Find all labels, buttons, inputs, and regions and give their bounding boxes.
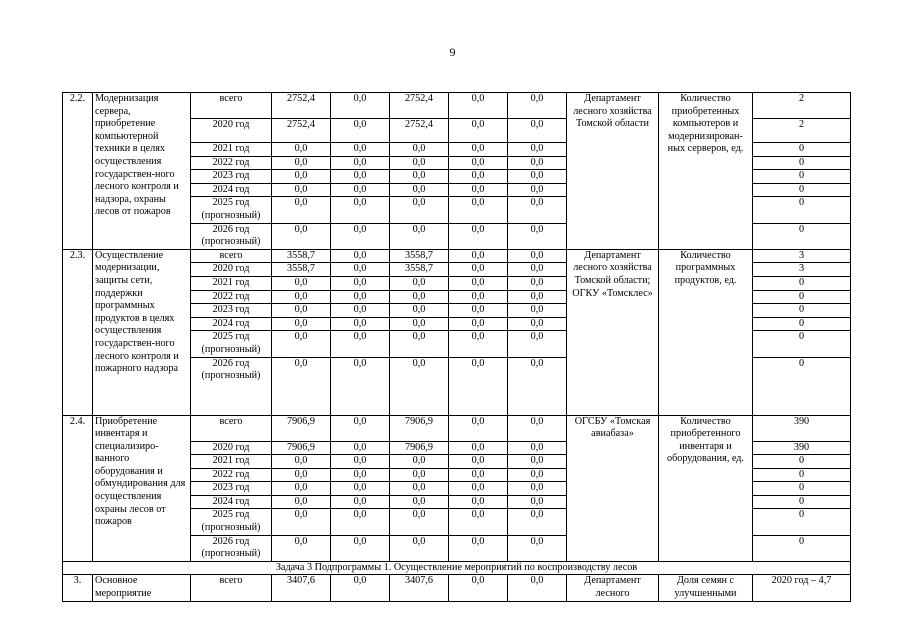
period-cell: 2022 год [191, 468, 272, 482]
period-cell: 2020 год [191, 119, 272, 143]
period-cell: всего [191, 93, 272, 119]
indicator-value-cell: 0 [753, 276, 851, 290]
other-cell: 0,0 [508, 223, 567, 249]
total-cell: 0,0 [272, 317, 331, 331]
indicator-cell: Количество программных продуктов, ед. [659, 249, 753, 415]
total-cell: 3407,6 [272, 575, 331, 601]
period-cell: всего [191, 249, 272, 263]
other-cell: 0,0 [508, 290, 567, 304]
table-row [63, 415, 851, 441]
regional-cell: 0,0 [390, 495, 449, 509]
period-cell: 2025 год (прогнозный) [191, 197, 272, 223]
local-cell: 0,0 [449, 535, 508, 561]
executor-cell: Департамент лесного хозяйства Томской области; ОГКУ «Томсклес» [567, 249, 659, 415]
federal-cell: 0,0 [331, 482, 390, 496]
period-cell: 2022 год [191, 156, 272, 170]
federal-cell: 0,0 [331, 441, 390, 455]
local-cell: 0,0 [449, 455, 508, 469]
indicator-cell: Количество приобретенных компьютеров и модернизирован-ных серверов, ед. [659, 93, 753, 250]
indicator-value-cell: 2 [753, 119, 851, 143]
other-cell: 0,0 [508, 575, 567, 601]
total-cell: 0,0 [272, 482, 331, 496]
total-cell: 0,0 [272, 197, 331, 223]
item-number: 2.3. [63, 249, 93, 415]
federal-cell: 0,0 [331, 468, 390, 482]
local-cell: 0,0 [449, 143, 508, 157]
total-cell: 7906,9 [272, 441, 331, 455]
regional-cell: 0,0 [390, 468, 449, 482]
indicator-value-cell: 0 [753, 223, 851, 249]
total-cell: 0,0 [272, 276, 331, 290]
indicator-value-cell: 0 [753, 482, 851, 496]
regional-cell: 0,0 [390, 455, 449, 469]
other-cell: 0,0 [508, 535, 567, 561]
other-cell: 0,0 [508, 455, 567, 469]
regional-cell: 0,0 [390, 223, 449, 249]
regional-cell: 7906,9 [390, 441, 449, 455]
total-cell: 0,0 [272, 357, 331, 415]
federal-cell: 0,0 [331, 331, 390, 357]
indicator-value-cell: 0 [753, 290, 851, 304]
other-cell: 0,0 [508, 183, 567, 197]
executor-cell: Департамент лесного хозяйства Томской области [567, 93, 659, 250]
federal-cell: 0,0 [331, 223, 390, 249]
indicator-value-cell: 0 [753, 170, 851, 184]
regional-cell: 0,0 [390, 290, 449, 304]
local-cell: 0,0 [449, 156, 508, 170]
indicator-value-cell: 390 [753, 441, 851, 455]
local-cell: 0,0 [449, 119, 508, 143]
indicator-cell: Количество приобретенного инвентаря и оборудования, ед. [659, 415, 753, 561]
period-cell: 2024 год [191, 317, 272, 331]
indicator-value-cell: 0 [753, 535, 851, 561]
executor-cell: ОГСБУ «Томская авиабаза» [567, 415, 659, 561]
local-cell: 0,0 [449, 93, 508, 119]
item-name: Основное мероприятие [93, 575, 191, 601]
local-cell: 0,0 [449, 415, 508, 441]
indicator-value-cell: 0 [753, 197, 851, 223]
table-row [63, 575, 851, 601]
other-cell: 0,0 [508, 143, 567, 157]
federal-cell: 0,0 [331, 170, 390, 184]
regional-cell: 0,0 [390, 317, 449, 331]
table-row [63, 249, 851, 263]
federal-cell: 0,0 [331, 317, 390, 331]
local-cell: 0,0 [449, 482, 508, 496]
federal-cell: 0,0 [331, 143, 390, 157]
period-cell: 2026 год (прогнозный) [191, 535, 272, 561]
period-cell: 2022 год [191, 290, 272, 304]
indicator-value-cell: 0 [753, 156, 851, 170]
item-number: 2.2. [63, 93, 93, 250]
other-cell: 0,0 [508, 482, 567, 496]
local-cell: 0,0 [449, 197, 508, 223]
period-cell: 2025 год (прогнозный) [191, 509, 272, 535]
federal-cell: 0,0 [331, 455, 390, 469]
federal-cell: 0,0 [331, 357, 390, 415]
regional-cell: 7906,9 [390, 415, 449, 441]
task-header-row [63, 561, 851, 575]
regional-cell: 3558,7 [390, 263, 449, 277]
period-cell: 2021 год [191, 455, 272, 469]
other-cell: 0,0 [508, 93, 567, 119]
total-cell: 0,0 [272, 468, 331, 482]
item-number: 3. [63, 575, 93, 601]
federal-cell: 0,0 [331, 509, 390, 535]
period-cell: 2026 год (прогнозный) [191, 223, 272, 249]
local-cell: 0,0 [449, 170, 508, 184]
federal-cell: 0,0 [331, 156, 390, 170]
regional-cell: 0,0 [390, 143, 449, 157]
indicator-value-cell: 0 [753, 495, 851, 509]
total-cell: 0,0 [272, 183, 331, 197]
local-cell: 0,0 [449, 304, 508, 318]
other-cell: 0,0 [508, 468, 567, 482]
regional-cell: 2752,4 [390, 93, 449, 119]
other-cell: 0,0 [508, 317, 567, 331]
regional-cell: 0,0 [390, 357, 449, 415]
federal-cell: 0,0 [331, 93, 390, 119]
other-cell: 0,0 [508, 276, 567, 290]
total-cell: 0,0 [272, 223, 331, 249]
federal-cell: 0,0 [331, 119, 390, 143]
federal-cell: 0,0 [331, 183, 390, 197]
indicator-value-cell: 0 [753, 357, 851, 415]
executor-cell: Департамент лесного [567, 575, 659, 601]
item-number: 2.4. [63, 415, 93, 561]
indicator-value-cell: 0 [753, 304, 851, 318]
total-cell: 3558,7 [272, 249, 331, 263]
federal-cell: 0,0 [331, 535, 390, 561]
local-cell: 0,0 [449, 468, 508, 482]
period-cell: 2023 год [191, 304, 272, 318]
local-cell: 0,0 [449, 495, 508, 509]
total-cell: 0,0 [272, 495, 331, 509]
local-cell: 0,0 [449, 249, 508, 263]
regional-cell: 0,0 [390, 304, 449, 318]
other-cell: 0,0 [508, 170, 567, 184]
local-cell: 0,0 [449, 183, 508, 197]
indicator-value-cell: 3 [753, 249, 851, 263]
regional-cell: 0,0 [390, 183, 449, 197]
total-cell: 0,0 [272, 156, 331, 170]
page-number: 9 [449, 45, 456, 59]
indicator-value-cell: 0 [753, 509, 851, 535]
other-cell: 0,0 [508, 119, 567, 143]
period-cell: 2023 год [191, 170, 272, 184]
regional-cell: 3558,7 [390, 249, 449, 263]
local-cell: 0,0 [449, 290, 508, 304]
indicator-value-cell: 2020 год – 4,7 [753, 575, 851, 601]
total-cell: 0,0 [272, 509, 331, 535]
local-cell: 0,0 [449, 223, 508, 249]
item-name: Осуществление модернизации, защиты сети, поддержки программных продуктов в целях осуществления государствен-ного лесного контроля и пожарного надзора [93, 249, 191, 415]
regional-cell: 3407,6 [390, 575, 449, 601]
other-cell: 0,0 [508, 249, 567, 263]
indicator-value-cell: 0 [753, 455, 851, 469]
other-cell: 0,0 [508, 509, 567, 535]
federal-cell: 0,0 [331, 263, 390, 277]
federal-cell: 0,0 [331, 495, 390, 509]
federal-cell: 0,0 [331, 276, 390, 290]
regional-cell: 2752,4 [390, 119, 449, 143]
total-cell: 3558,7 [272, 263, 331, 277]
period-cell: 2026 год (прогнозный) [191, 357, 272, 415]
regional-cell: 0,0 [390, 509, 449, 535]
regional-cell: 0,0 [390, 197, 449, 223]
period-cell: 2025 год (прогнозный) [191, 331, 272, 357]
table-row [63, 93, 851, 119]
total-cell: 0,0 [272, 535, 331, 561]
federal-cell: 0,0 [331, 290, 390, 304]
regional-cell: 0,0 [390, 156, 449, 170]
period-cell: 2020 год [191, 263, 272, 277]
other-cell: 0,0 [508, 495, 567, 509]
period-cell: 2021 год [191, 143, 272, 157]
other-cell: 0,0 [508, 156, 567, 170]
other-cell: 0,0 [508, 357, 567, 415]
total-cell: 2752,4 [272, 93, 331, 119]
total-cell: 0,0 [272, 455, 331, 469]
period-cell: 2020 год [191, 441, 272, 455]
item-name: Приобретение инвентаря и специализиро-ванного оборудования и обмундирования для осуществления охраны лесов от пожаров [93, 415, 191, 561]
item-name: Модернизация сервера, приобретение компьютерной техники в целях осуществления государствен-ного лесного контроля и надзора, охраны лесов от пожаров [93, 93, 191, 250]
local-cell: 0,0 [449, 331, 508, 357]
indicator-value-cell: 2 [753, 93, 851, 119]
period-cell: всего [191, 575, 272, 601]
other-cell: 0,0 [508, 263, 567, 277]
federal-cell: 0,0 [331, 197, 390, 223]
total-cell: 0,0 [272, 143, 331, 157]
local-cell: 0,0 [449, 357, 508, 415]
period-cell: 2024 год [191, 495, 272, 509]
other-cell: 0,0 [508, 441, 567, 455]
period-cell: 2023 год [191, 482, 272, 496]
period-cell: всего [191, 415, 272, 441]
period-cell: 2021 год [191, 276, 272, 290]
indicator-value-cell: 0 [753, 183, 851, 197]
local-cell: 0,0 [449, 263, 508, 277]
indicator-value-cell: 0 [753, 317, 851, 331]
local-cell: 0,0 [449, 575, 508, 601]
federal-cell: 0,0 [331, 249, 390, 263]
other-cell: 0,0 [508, 197, 567, 223]
regional-cell: 0,0 [390, 535, 449, 561]
regional-cell: 0,0 [390, 482, 449, 496]
local-cell: 0,0 [449, 276, 508, 290]
local-cell: 0,0 [449, 317, 508, 331]
total-cell: 0,0 [272, 304, 331, 318]
local-cell: 0,0 [449, 441, 508, 455]
indicator-value-cell: 0 [753, 468, 851, 482]
total-cell: 0,0 [272, 290, 331, 304]
other-cell: 0,0 [508, 331, 567, 357]
total-cell: 0,0 [272, 170, 331, 184]
federal-cell: 0,0 [331, 304, 390, 318]
federal-cell: 0,0 [331, 575, 390, 601]
task-header: Задача 3 Подпрограммы 1. Осуществление мероприятий по воспроизводству лесов [63, 561, 851, 575]
total-cell: 2752,4 [272, 119, 331, 143]
period-cell: 2024 год [191, 183, 272, 197]
regional-cell: 0,0 [390, 276, 449, 290]
indicator-value-cell: 3 [753, 263, 851, 277]
other-cell: 0,0 [508, 304, 567, 318]
total-cell: 0,0 [272, 331, 331, 357]
regional-cell: 0,0 [390, 331, 449, 357]
indicator-value-cell: 0 [753, 143, 851, 157]
regional-cell: 0,0 [390, 170, 449, 184]
local-cell: 0,0 [449, 509, 508, 535]
other-cell: 0,0 [508, 415, 567, 441]
program-table [62, 92, 851, 602]
federal-cell: 0,0 [331, 415, 390, 441]
indicator-cell: Доля семян с улучшенными [659, 575, 753, 601]
total-cell: 7906,9 [272, 415, 331, 441]
indicator-value-cell: 390 [753, 415, 851, 441]
indicator-value-cell: 0 [753, 331, 851, 357]
